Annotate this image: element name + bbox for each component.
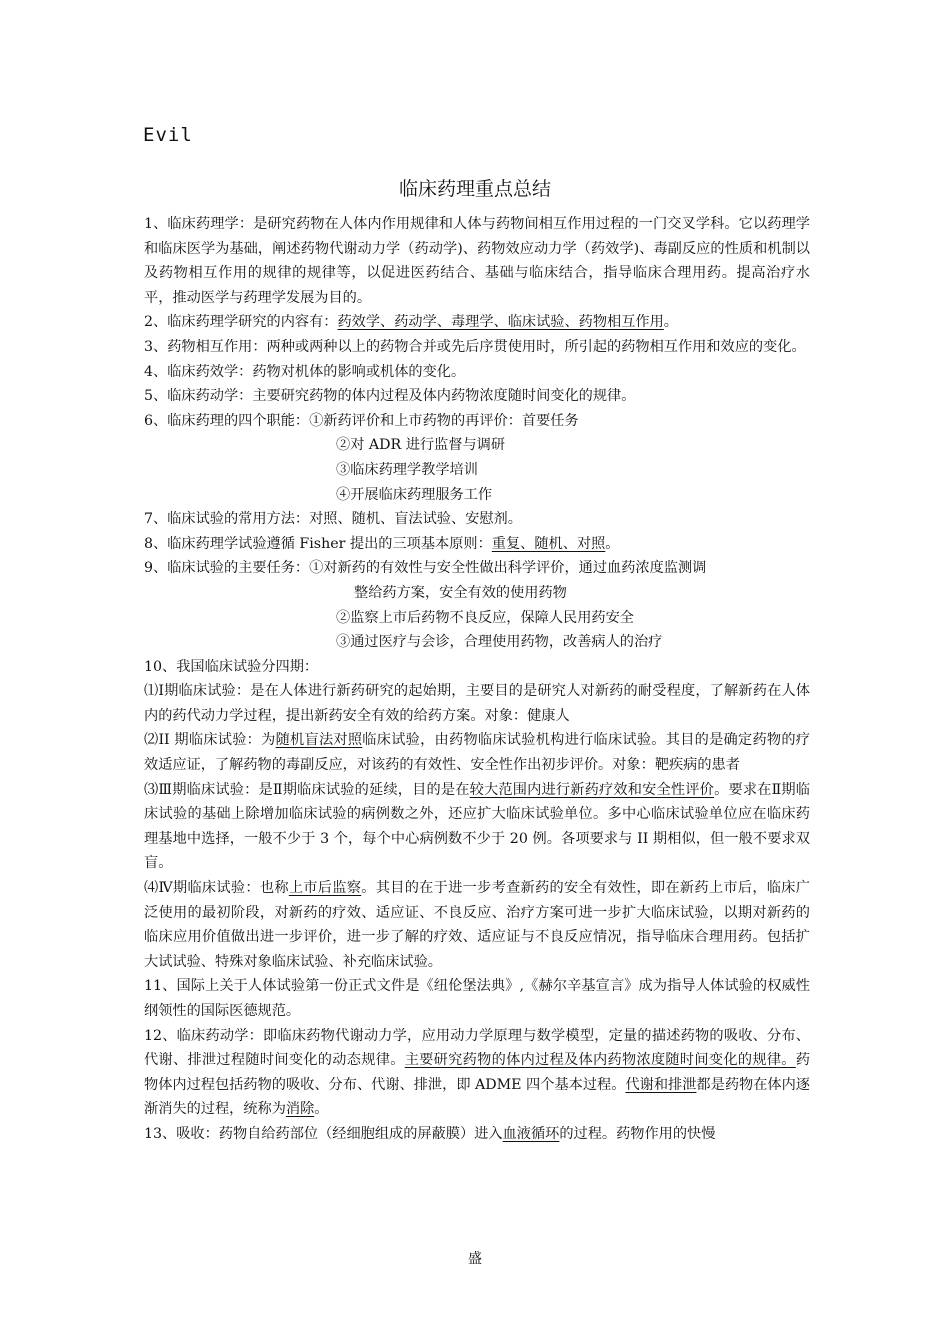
underlined-text: 重复、随机、对照 [491, 535, 606, 552]
text-run: ⑵II 期临床试验：为 [144, 732, 276, 749]
text-run: 9、临床试验的主要任务：①对新药的有效性与安全性做出科学评价，通过血药浓度监测调 [144, 560, 707, 577]
text-run: ③通过医疗与会诊，合理使用药物，改善病人的治疗 [336, 634, 663, 651]
text-run: 10、我国临床试验分四期： [144, 658, 319, 675]
underlined-text: 主要研究药物的体内过程及体内药物浓度随时间变化的规律。 [404, 1052, 796, 1069]
paragraph [144, 360, 810, 385]
text-run: ④开展临床药理服务工作 [336, 486, 493, 503]
underlined-text: 上市后监察 [288, 880, 362, 897]
text-run: 1、临床药理学：是研究药物在人体内作用规律和人体与药物间相互作用过程的一门交叉学科。它以药理学和临床医学为基础，阐述药物代谢动力学（药动学)、药物效应动力学（药效学)、毒副反应的性质和机制以及药物相互作用的规律的规律等，以促进医药结合、基础与临床结合，指导临床合理用药。提高治疗水平，推动医学与药理学发展为目的。 [144, 216, 810, 306]
document-title: 临床药理重点总结 [398, 178, 551, 200]
text-run: ⑶Ⅲ期临床试验：是Ⅱ期临床试验的延续，目的是在 [144, 781, 470, 798]
page-footer: 盛 [468, 1251, 482, 1267]
text-run: 11、国际上关于人体试验第一份正式文件是《纽伦堡法典》,《赫尔辛基宣言》成为指导人体试验的权威性纲领性的国际医德规范。 [144, 978, 810, 1019]
text-run: 。要求在Ⅱ期临床试验的基础上除增加临床试验的病例数之外，还应扩大临床试验单位。多中心临床试验单位应在临床药理基地中选择，一般不少于 3 个，每个中心病例数不少于 20 例。各项要求与 II 期相似，但一般不要求双盲。 [144, 781, 810, 872]
paragraph [144, 310, 810, 335]
underlined-text: 代谢和排泄 [625, 1076, 697, 1093]
text-run: 5、临床药动学：主要研究药物的体内过程及体内药物浓度随时间变化的规律。 [144, 388, 636, 405]
text-run: 6、临床药理的四个职能：①新药评价和上市药物的再评价：首要任务 [144, 412, 579, 429]
text-run: 12、临床药动学：即临床药物代谢动力学，应用动力学原理与数学模型，定量的描述药物的吸收、分布、代谢、排泄过程随时间变化的动态规律。 [144, 1027, 810, 1069]
paragraph [144, 876, 810, 974]
text-run: 都是药物在体内逐渐消失的过程，统称为 [144, 1076, 810, 1118]
document-header: Evil [143, 124, 193, 146]
text-run: 。其目的在于进一步考查新药的安全有效性，即在新药上市后，临床广泛使用的最初阶段，对新药的疗效、适应证、不良反应、治疗方案可进一步扩大临床试验，以期对新药的临床应用价值做出进一步评价，进一步了解的疗效、适应证与不良反应情况，指导临床合理用药。包括扩大试试验、特殊对象临床试验、补充临床试验。 [144, 880, 810, 970]
underlined-text: 随机盲法对照 [275, 732, 363, 749]
paragraph [144, 483, 810, 508]
paragraph [144, 433, 810, 458]
paragraph [144, 1122, 810, 1147]
paragraph [144, 507, 810, 532]
text-run: 。 [314, 1101, 329, 1118]
paragraph [144, 212, 810, 310]
text-run: 2、临床药理学研究的内容有： [144, 314, 338, 331]
text-run: 8、临床药理学试验遵循 Fisher 提出的三项基本原则： [144, 535, 492, 552]
text-run: 。 [605, 535, 620, 552]
paragraph [144, 458, 810, 483]
text-run: ③临床药理学教学培训 [336, 461, 478, 478]
text-run: 7、临床试验的常用方法：对照、随机、盲法试验、安慰剂。 [144, 511, 522, 528]
paragraph [144, 630, 810, 655]
text-run: 4、临床药效学：药物对机体的影响或机体的变化。 [144, 363, 466, 380]
underlined-text: 消除 [285, 1101, 315, 1118]
text-run: 。 [663, 314, 678, 331]
paragraph [144, 581, 810, 606]
text-run: 3、药物相互作用：两种或两种以上的药物合并或先后序贯使用时，所引起的药物相互作用和效应的变化。 [144, 338, 806, 355]
paragraph [144, 335, 810, 360]
text-run: ⑷Ⅳ期临床试验：也称 [144, 880, 289, 897]
paragraph [144, 1024, 810, 1122]
paragraph [144, 778, 810, 876]
paragraph [144, 556, 810, 581]
text-run: 整给药方案，安全有效的使用药物 [354, 584, 567, 601]
text-run: ⑴Ⅰ期临床试验：是在人体进行新药研究的起始期，主要目的是研究人对新药的耐受程度，了解新药在人体内的药代动力学过程，提出新药安全有效的给药方案。对象：健康人 [144, 683, 810, 724]
paragraph [144, 409, 810, 434]
text-run: 药物体内过程包括药物的吸收、分布、代谢、排泄，即 ADME 四个基本过程。 [144, 1052, 810, 1093]
paragraph [144, 728, 810, 777]
text-run: 13、吸收：药物自给药部位（经细胞组成的屏蔽膜）进入 [144, 1125, 503, 1142]
text-run: ②对 ADR 进行监督与调研 [336, 437, 506, 454]
underlined-text: 血液循环 [502, 1125, 560, 1142]
paragraph [144, 532, 810, 557]
paragraph [144, 606, 810, 631]
paragraph [144, 384, 810, 409]
paragraph [144, 679, 810, 728]
underlined-text: 较大范围内进行新药疗效和安全性评价 [469, 781, 715, 798]
paragraph [144, 974, 810, 1023]
text-run: 的过程。药物作用的快慢 [559, 1125, 716, 1142]
text-run: ②监察上市后药物不良反应，保障人民用药安全 [336, 609, 634, 626]
paragraph [144, 655, 810, 680]
underlined-text: 药效学、药动学、毒理学、临床试验、药物相互作用 [337, 314, 664, 331]
document-body [144, 212, 810, 1147]
text-run: 临床试验，由药物临床试验机构进行临床试验。其目的是确定药物的疗效适应证，了解药物的毒副反应，对该药的有效性、安全性作出初步评价。对象：靶疾病的患者 [144, 732, 810, 774]
